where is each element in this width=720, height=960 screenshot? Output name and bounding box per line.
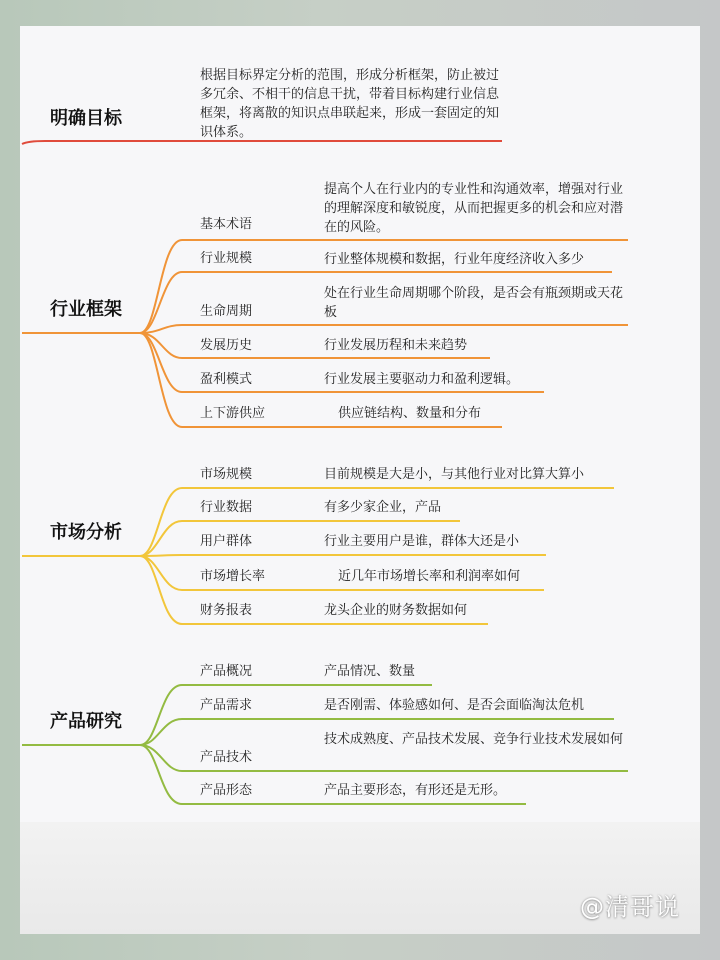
market-node-financials: 财务报表 [200, 603, 253, 618]
market-desc-users: 行业主要用户是谁，群体大还是小 [324, 534, 520, 549]
framework-desc-lifecycle: 处在行业生命周期哪个阶段，是否会有瓶颈期或天花板 [324, 286, 624, 320]
framework-desc-supply-chain: 供应链结构、数量和分布 [338, 406, 482, 421]
framework-node-scale: 行业规模 [200, 251, 253, 266]
market-desc-financials: 龙头企业的财务数据如何 [324, 603, 468, 618]
framework-desc-profit-model: 行业发展主要驱动力和盈利逻辑。 [324, 372, 520, 387]
product-desc-form: 产品主要形态，有形还是无形。 [324, 783, 507, 798]
product-desc-demand: 是否刚需、体验感如何、是否会面临淘汰危机 [324, 698, 585, 713]
market-node-growth: 市场增长率 [200, 569, 266, 584]
product-node-form: 产品形态 [200, 783, 253, 798]
product-node-overview: 产品概况 [200, 664, 253, 679]
framework-node-terminology: 基本术语 [200, 217, 253, 232]
branch-market-title: 市场分析 [50, 522, 122, 543]
framework-node-history: 发展历史 [200, 338, 253, 353]
market-link-3 [140, 555, 546, 556]
market-node-scale: 市场规模 [200, 467, 253, 482]
market-node-users: 用户群体 [200, 534, 253, 549]
framework-desc-history: 行业发展历程和未来趋势 [324, 338, 468, 353]
market-desc-scale: 目前规模是大是小，与其他行业对比算大算小 [324, 467, 585, 482]
market-desc-data: 有多少家企业，产品 [324, 500, 442, 515]
goal-description: 根据目标界定分析的范围，形成分析框架，防止被过多冗余、不相干的信息干扰，带着目标构建行业信息框架，将离散的知识点串联起来，形成一套固定的知识体系。 [200, 68, 500, 140]
framework-link-3 [140, 325, 628, 333]
product-desc-technology: 技术成熟度、产品技术发展、竞争行业技术发展如何 [324, 732, 624, 747]
framework-node-supply-chain: 上下游供应 [200, 406, 266, 421]
framework-node-lifecycle: 生命周期 [200, 304, 253, 319]
framework-desc-terminology: 提高个人在行业内的专业性和沟通效率，增强对行业的理解深度和敏锐度，从而把握更多的机会和应对潜在的风险。 [324, 182, 624, 235]
product-node-technology: 产品技术 [200, 750, 253, 765]
branch-framework-title: 行业框架 [50, 299, 122, 320]
branch-goal-title: 明确目标 [50, 108, 122, 129]
product-desc-overview: 产品情况、数量 [324, 664, 416, 679]
author-watermark: @清哥说 [580, 893, 680, 921]
branch-product-title: 产品研究 [50, 711, 122, 732]
product-node-demand: 产品需求 [200, 698, 253, 713]
market-node-data: 行业数据 [200, 500, 253, 515]
framework-desc-scale: 行业整体规模和数据，行业年度经济收入多少 [324, 252, 585, 267]
framework-node-profit-model: 盈利模式 [200, 372, 253, 387]
market-desc-growth: 近几年市场增长率和利润率如何 [338, 569, 521, 584]
